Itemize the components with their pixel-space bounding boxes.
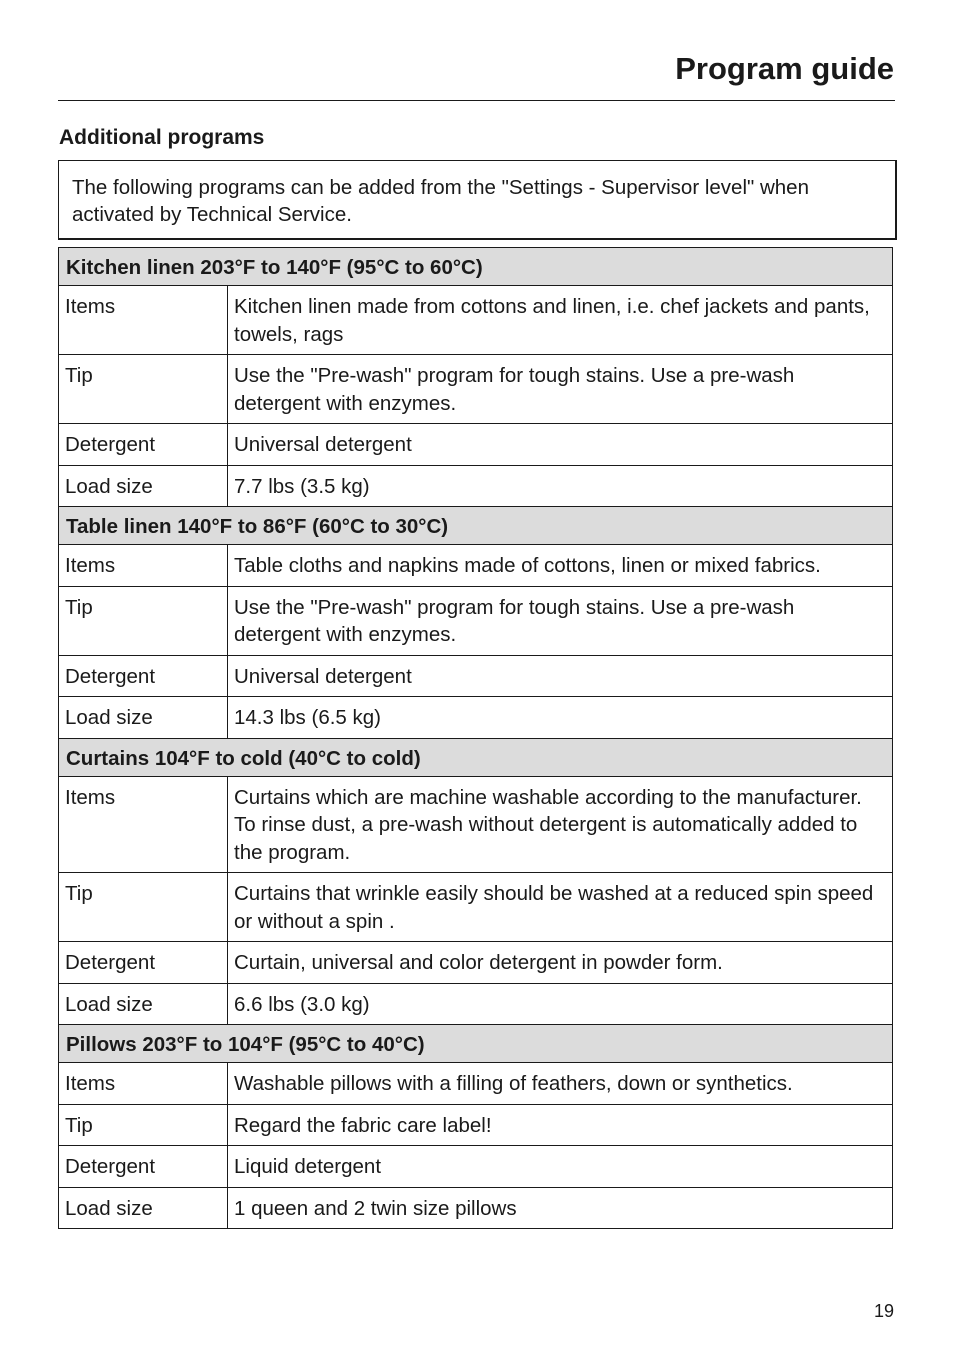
section-heading: Additional programs [59,126,265,149]
row-label: Load size [59,465,228,507]
table-row [59,545,893,587]
row-label: Items [59,776,228,873]
row-value: Universal detergent [228,424,893,466]
title-divider [58,100,895,101]
program-title: Table linen 140°F to 86°F (60°C to 30°C) [59,507,893,545]
row-label: Tip [59,1104,228,1146]
table-row [59,424,893,466]
table-row [59,942,893,984]
program-title: Kitchen linen 203°F to 140°F (95°C to 60°C) [59,248,893,286]
program-header-row [59,738,893,776]
row-value: 14.3 lbs (6.5 kg) [228,697,893,739]
row-value: 6.6 lbs (3.0 kg) [228,983,893,1025]
table-row [59,355,893,424]
row-label: Load size [59,983,228,1025]
row-value: Regard the fabric care label! [228,1104,893,1146]
row-value: Curtain, universal and color detergent in powder form. [228,942,893,984]
row-value: Curtains which are machine washable according to the manufacturer. To rinse dust, a pre-wash without detergent is automatically added to the program. [228,776,893,873]
row-value: Use the "Pre-wash" program for tough stains. Use a pre-wash detergent with enzymes. [228,355,893,424]
table-row [59,286,893,355]
program-header-row [59,507,893,545]
row-value: Kitchen linen made from cottons and linen, i.e. chef jackets and pants, towels, rags [228,286,893,355]
supervisor-note-text: The following programs can be added from the "Settings - Supervisor level" when activated by Technical Service. [72,176,809,226]
row-label: Items [59,545,228,587]
table-row [59,655,893,697]
table-row [59,465,893,507]
row-value: Use the "Pre-wash" program for tough stains. Use a pre-wash detergent with enzymes. [228,586,893,655]
row-value: Liquid detergent [228,1146,893,1188]
program-header-row [59,248,893,286]
row-label: Detergent [59,424,228,466]
table-row [59,586,893,655]
row-value: 1 queen and 2 twin size pillows [228,1187,893,1229]
program-title: Curtains 104°F to cold (40°C to cold) [59,738,893,776]
row-label: Items [59,286,228,355]
page-title: Program guide [675,51,894,86]
row-label: Load size [59,1187,228,1229]
table-row [59,1104,893,1146]
row-value: Curtains that wrinkle easily should be washed at a reduced spin speed or without a spin . [228,873,893,942]
row-label: Tip [59,586,228,655]
supervisor-note-box [58,160,897,240]
table-row [59,1187,893,1229]
page-number: 19 [873,1301,894,1321]
table-row [59,983,893,1025]
row-label: Detergent [59,1146,228,1188]
row-label: Items [59,1063,228,1105]
table-row [59,697,893,739]
row-label: Load size [59,697,228,739]
row-label: Tip [59,355,228,424]
row-value: 7.7 lbs (3.5 kg) [228,465,893,507]
table-row [59,873,893,942]
row-label: Detergent [59,655,228,697]
additional-programs-table [58,247,893,1229]
table-row [59,1063,893,1105]
row-label: Detergent [59,942,228,984]
row-value: Table cloths and napkins made of cottons, linen or mixed fabrics. [228,545,893,587]
program-header-row [59,1025,893,1063]
table-row [59,1146,893,1188]
row-value: Washable pillows with a filling of feathers, down or synthetics. [228,1063,893,1105]
program-title: Pillows 203°F to 104°F (95°C to 40°C) [59,1025,893,1063]
table-row [59,776,893,873]
row-label: Tip [59,873,228,942]
row-value: Universal detergent [228,655,893,697]
